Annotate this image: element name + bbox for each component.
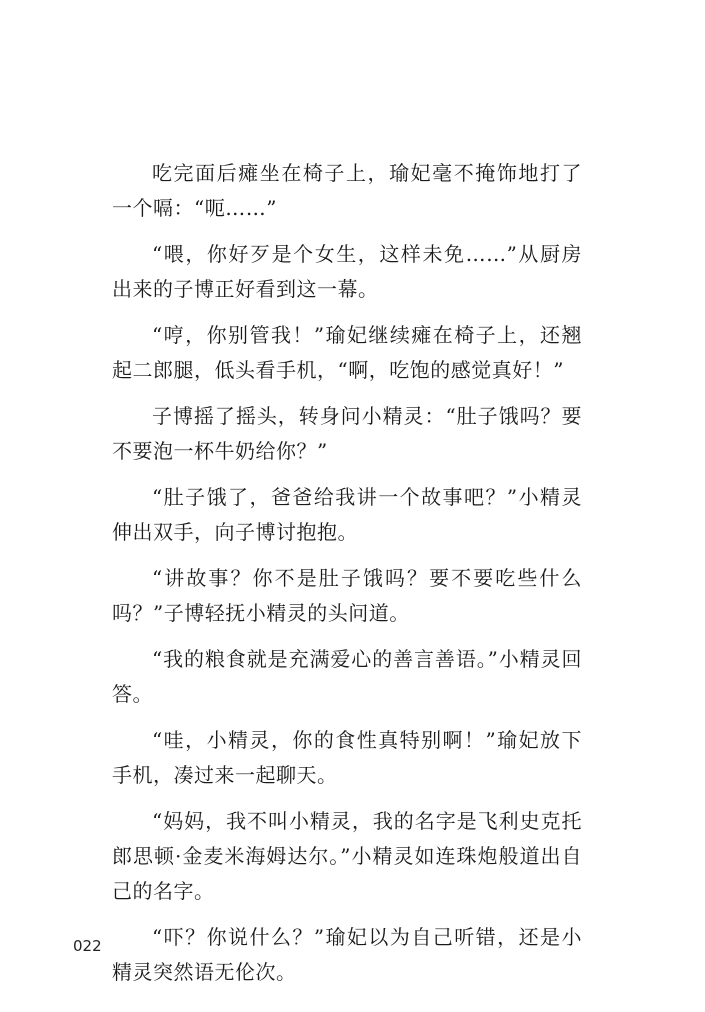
paragraph: 子博摇了摇头，转身问小精灵：“肚子饿吗？要不要泡一杯牛奶给你？”: [112, 404, 582, 463]
page-number: 022: [73, 937, 102, 955]
paragraph: 吃完面后瘫坐在椅子上，瑜妃毫不掩饰地打了一个嗝：“呃……”: [112, 161, 582, 220]
paragraph: “吓？你说什么？”瑜妃以为自己听错，还是小精灵突然语无伦次。: [112, 925, 582, 984]
paragraph: “肚子饿了，爸爸给我讲一个故事吧？”小精灵伸出双手，向子博讨抱抱。: [112, 485, 582, 544]
paragraph: “哇，小精灵，你的食性真特别啊！”瑜妃放下手机，凑过来一起聊天。: [112, 728, 582, 787]
paragraph: “哼，你别管我！”瑜妃继续瘫在椅子上，还翘起二郎腿，低头看手机，“啊，吃饱的感觉真好！”: [112, 323, 582, 382]
paragraph: “我的粮食就是充满爱心的善言善语。”小精灵回答。: [112, 647, 582, 706]
paragraph: “妈妈，我不叫小精灵，我的名字是飞利史克托郎思顿·金麦米海姆达尔。”小精灵如连珠炮般道出自己的名字。: [112, 809, 582, 903]
paragraph: “喂，你好歹是个女生，这样未免……”从厨房出来的子博正好看到这一幕。: [112, 242, 582, 301]
body-text: [112, 156, 582, 1001]
paragraph: “讲故事？你不是肚子饿吗？要不要吃些什么吗？”子博轻抚小精灵的头问道。: [112, 566, 582, 625]
